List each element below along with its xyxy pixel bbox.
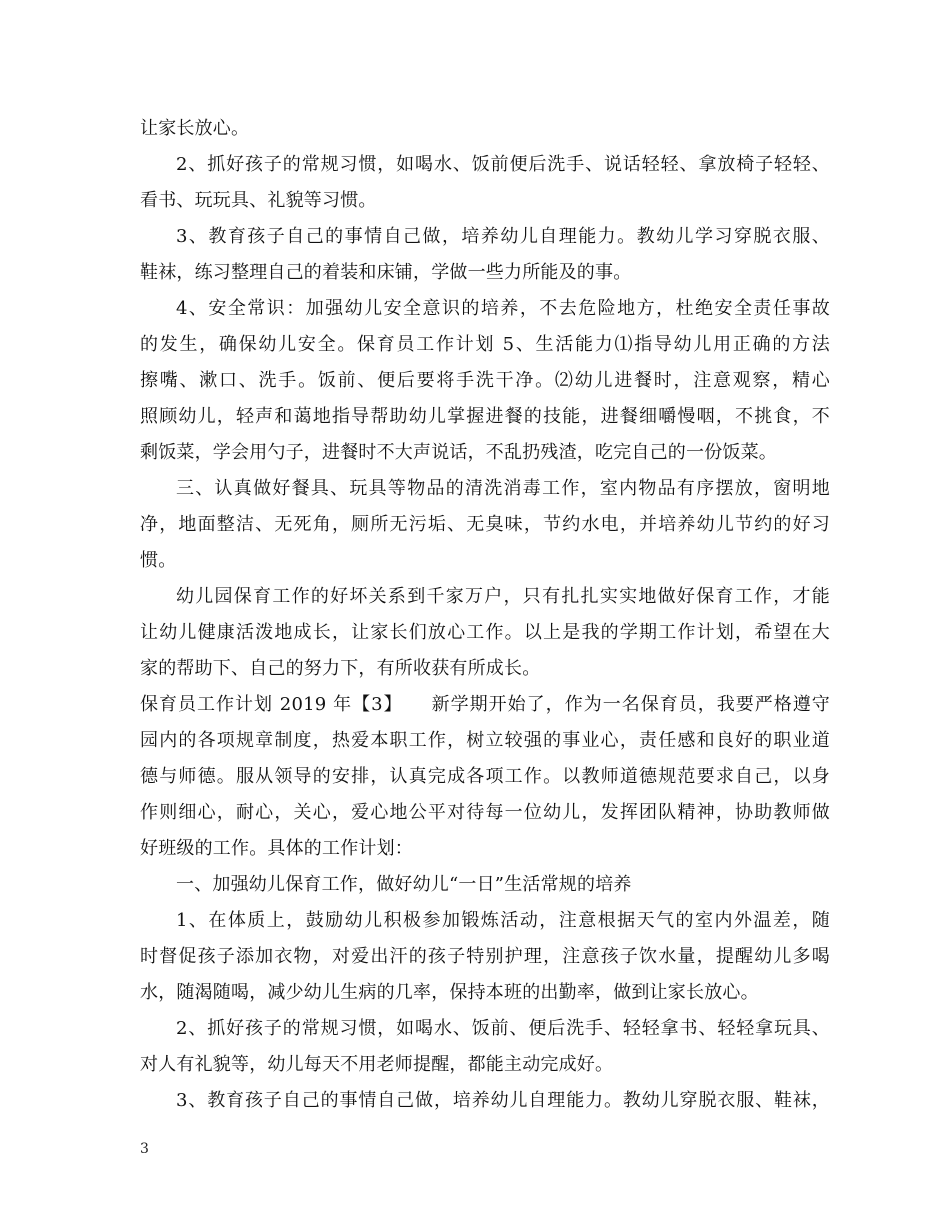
text-line: 水，随渴随喝，减少幼儿生病的几率，保持本班的出勤率，做到让家长放心。 (140, 982, 759, 1003)
text-line: 2、抓好孩子的常规习惯，如喝水、饭前便后洗手、说话轻轻、拿放椅子轻轻、 (176, 154, 830, 175)
text-line: 净，地面整洁、无死角，厕所无污垢、无臭味，节约水电，并培养幼儿节约的好习 (140, 514, 830, 535)
text-line: 3、教育孩子自己的事情自己做，培养幼儿自理能力。教幼儿穿脱衣服、鞋袜， (176, 1090, 830, 1111)
text-line: 时督促孩子添加衣物，对爱出汗的孩子特别护理，注意孩子饮水量，提醒幼儿多喝 (140, 946, 830, 967)
text-line: 园内的各项规章制度，热爱本职工作，树立较强的事业心，责任感和良好的职业道 (140, 730, 830, 751)
text-line: 惯。 (140, 550, 177, 571)
text-line: 让幼儿健康活泼地成长，让家长们放心工作。以上是我的学期工作计划，希望在大 (140, 622, 830, 643)
text-line: 作则细心，耐心，关心，爱心地公平对待每一位幼儿，发挥团队精神，协助教师做 (140, 802, 830, 823)
text-line: 让家长放心。 (140, 118, 250, 139)
text-line: 鞋袜，练习整理自己的着装和床铺，学做一些力所能及的事。 (140, 262, 632, 283)
text-line: 照顾幼儿，轻声和蔼地指导帮助幼儿掌握进餐的技能，进餐细嚼慢咽，不挑食，不 (140, 406, 830, 427)
text-line: 家的帮助下、自己的努力下，有所收获有所成长。 (140, 658, 541, 679)
text-line: 幼儿园保育工作的好坏关系到千家万户，只有扎扎实实地做好保育工作，才能 (176, 586, 830, 607)
text-line: 擦嘴、漱口、洗手。饭前、便后要将手洗干净。⑵幼儿进餐时，注意观察，精心 (140, 370, 830, 391)
text-line: 2、抓好孩子的常规习惯，如喝水、饭前、便后洗手、轻轻拿书、轻轻拿玩具、 (176, 1018, 830, 1039)
text-line: 一、加强幼儿保育工作，做好幼儿“一日”生活常规的培养 (176, 874, 632, 895)
text-line: 的发生，确保幼儿安全。保育员工作计划 5、生活能力⑴指导幼儿用正确的方法 (140, 334, 830, 355)
text-line: 1、在体质上，鼓励幼儿积极参加锻炼活动，注意根据天气的室内外温差，随 (176, 910, 830, 931)
text-line: 看书、玩玩具、礼貌等习惯。 (140, 190, 377, 211)
text-line: 好班级的工作。具体的工作计划： (140, 838, 413, 859)
text-line: 3、教育孩子自己的事情自己做，培养幼儿自理能力。教幼儿学习穿脱衣服、 (176, 226, 830, 247)
page-number: 3 (140, 1141, 149, 1157)
text-line: 保育员工作计划 2019 年【3】 新学期开始了，作为一名保育员，我要严格遵守 (140, 694, 830, 715)
text-line: 三、认真做好餐具、玩具等物品的清洗消毒工作，室内物品有序摆放，窗明地 (176, 478, 830, 499)
text-line: 德与师德。服从领导的安排，认真完成各项工作。以教师道德规范要求自己，以身 (140, 766, 830, 787)
text-line: 剩饭菜，学会用勺子，进餐时不大声说话，不乱扔残渣，吃完自己的一份饭菜。 (140, 442, 777, 463)
text-line: 4、安全常识：加强幼儿安全意识的培养，不去危险地方，杜绝安全责任事故 (176, 298, 830, 319)
text-line: 对人有礼貌等，幼儿每天不用老师提醒，都能主动完成好。 (140, 1054, 614, 1075)
